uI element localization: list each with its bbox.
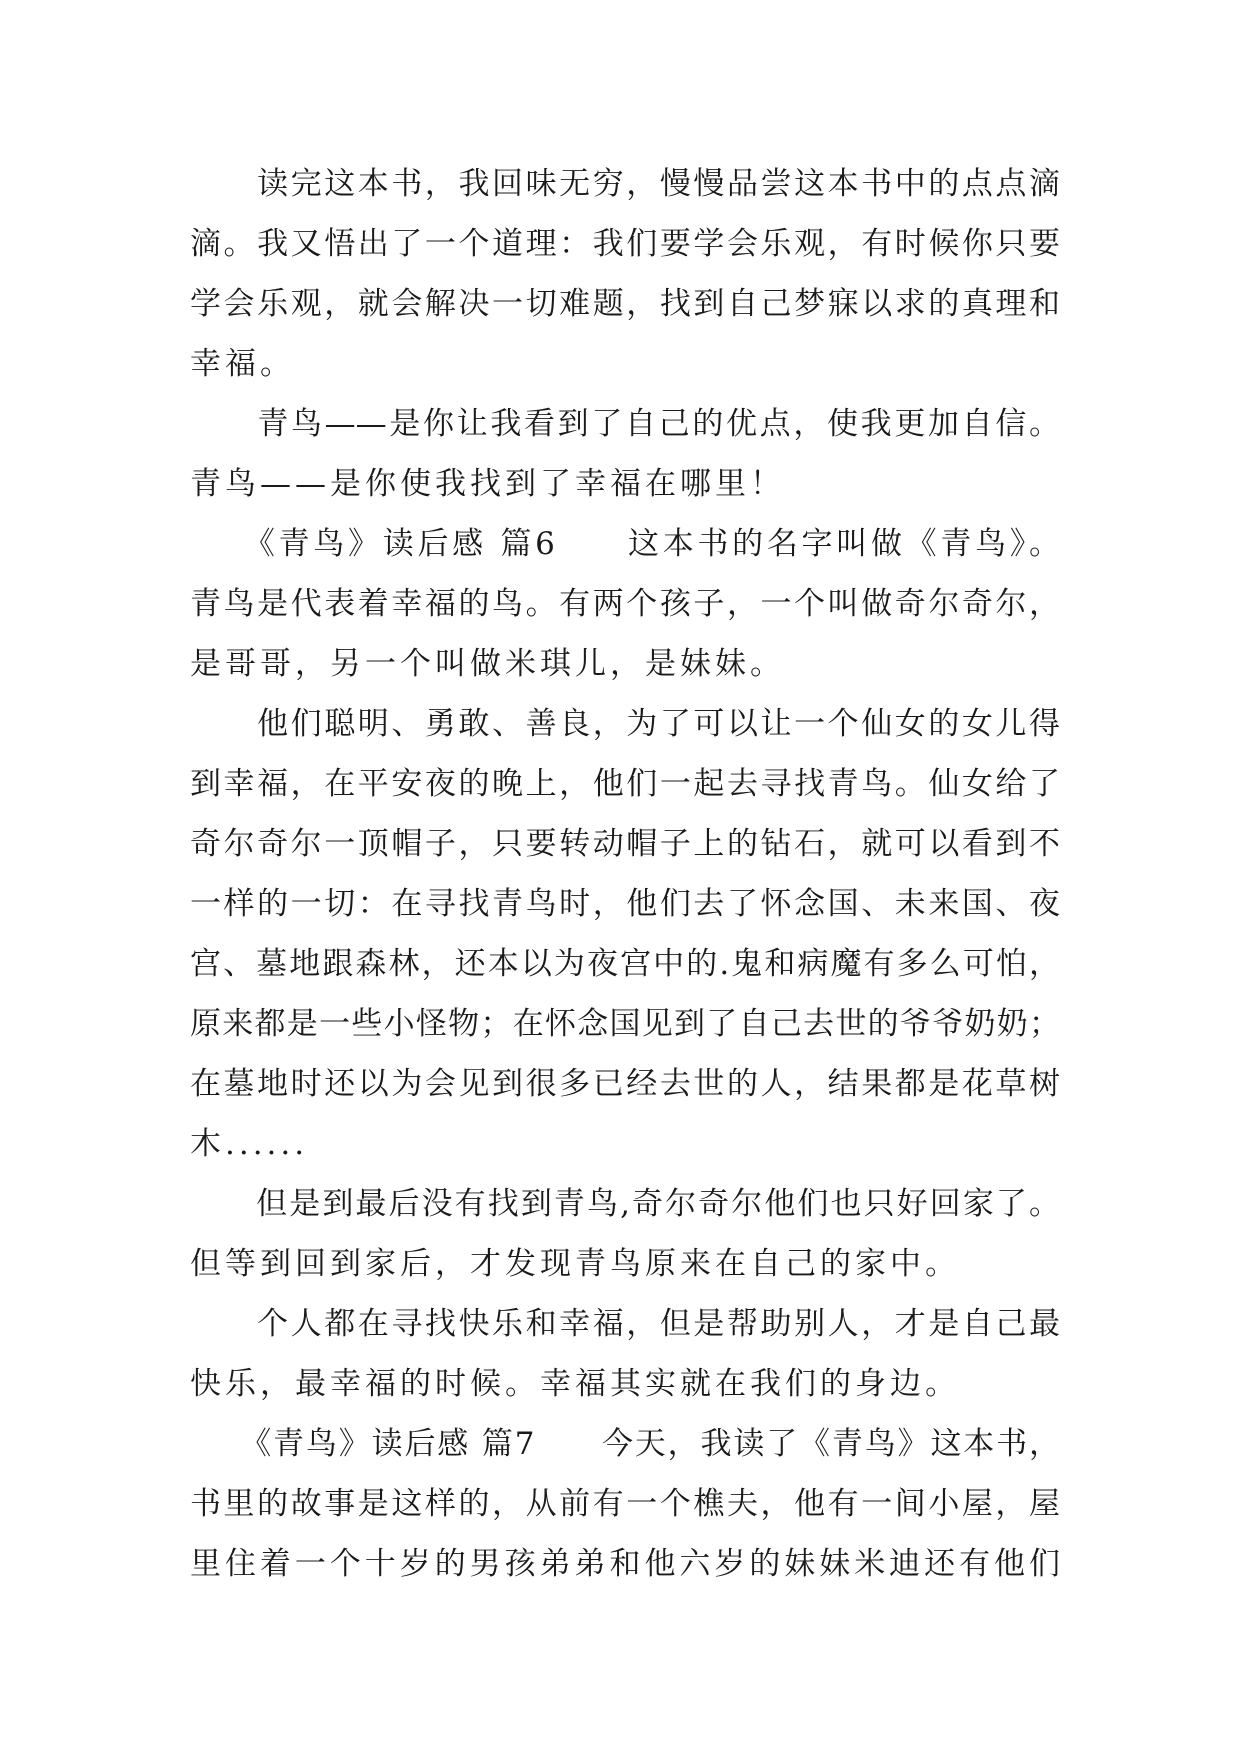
- text-line: 学会乐观，就会解决一切难题，找到自己梦寐以求的真理和: [190, 286, 1060, 322]
- text-line: 滴。我又悟出了一个道理：我们要学会乐观，有时候你只要: [190, 226, 1060, 262]
- text-line: 青鸟——是你让我看到了自己的优点，使我更加自信。: [190, 406, 1060, 442]
- text-line: 到幸福，在平安夜的晚上，他们一起去寻找青鸟。仙女给了: [190, 766, 1060, 802]
- text-line: 一样的一切：在寻找青鸟时，他们去了怀念国、未来国、夜: [190, 886, 1060, 922]
- text-line: 《青鸟》读后感 篇7 今天，我读了《青鸟》这本书，: [190, 1426, 1060, 1462]
- document-body: [190, 154, 1060, 1594]
- text-line: 读完这本书，我回味无穷，慢慢品尝这本书中的点点滴: [190, 166, 1060, 202]
- text-line: 青鸟是代表着幸福的鸟。有两个孩子，一个叫做奇尔奇尔，: [190, 586, 1060, 622]
- text-line: 书里的故事是这样的，从前有一个樵夫，他有一间小屋，屋: [190, 1486, 1060, 1522]
- text-line: 是哥哥，另一个叫做米琪儿，是妹妹。: [190, 646, 785, 682]
- text-line: 原来都是一些小怪物；在怀念国见到了自己去世的爷爷奶奶；: [190, 1006, 1060, 1042]
- text-line: 奇尔奇尔一顶帽子，只要转动帽子上的钻石，就可以看到不: [190, 826, 1060, 862]
- text-line: 个人都在寻找快乐和幸福，但是帮助别人，才是自己最: [190, 1306, 1060, 1342]
- text-line: 在墓地时还以为会见到很多已经去世的人，结果都是花草树: [190, 1066, 1060, 1102]
- text-line: 但是到最后没有找到青鸟,奇尔奇尔他们也只好回家了。: [190, 1186, 1060, 1222]
- text-line: 幸福。: [190, 346, 295, 382]
- text-line: 青鸟——是你使我找到了幸福在哪里！: [190, 466, 785, 502]
- text-line: 他们聪明、勇敢、善良，为了可以让一个仙女的女儿得: [190, 706, 1060, 742]
- text-line: 里住着一个十岁的男孩弟弟和他六岁的妹妹米迪还有他们: [190, 1546, 1060, 1582]
- text-line: 《青鸟》读后感 篇6 这本书的名字叫做《青鸟》。: [190, 526, 1060, 562]
- text-line: 宫、墓地跟森林，还本以为夜宫中的.鬼和病魔有多么可怕，: [190, 946, 1060, 982]
- text-line: 但等到回到家后，才发现青鸟原来在自己的家中。: [190, 1246, 960, 1282]
- text-line: 木......: [190, 1126, 309, 1162]
- text-line: 快乐，最幸福的时候。幸福其实就在我们的身边。: [190, 1366, 960, 1402]
